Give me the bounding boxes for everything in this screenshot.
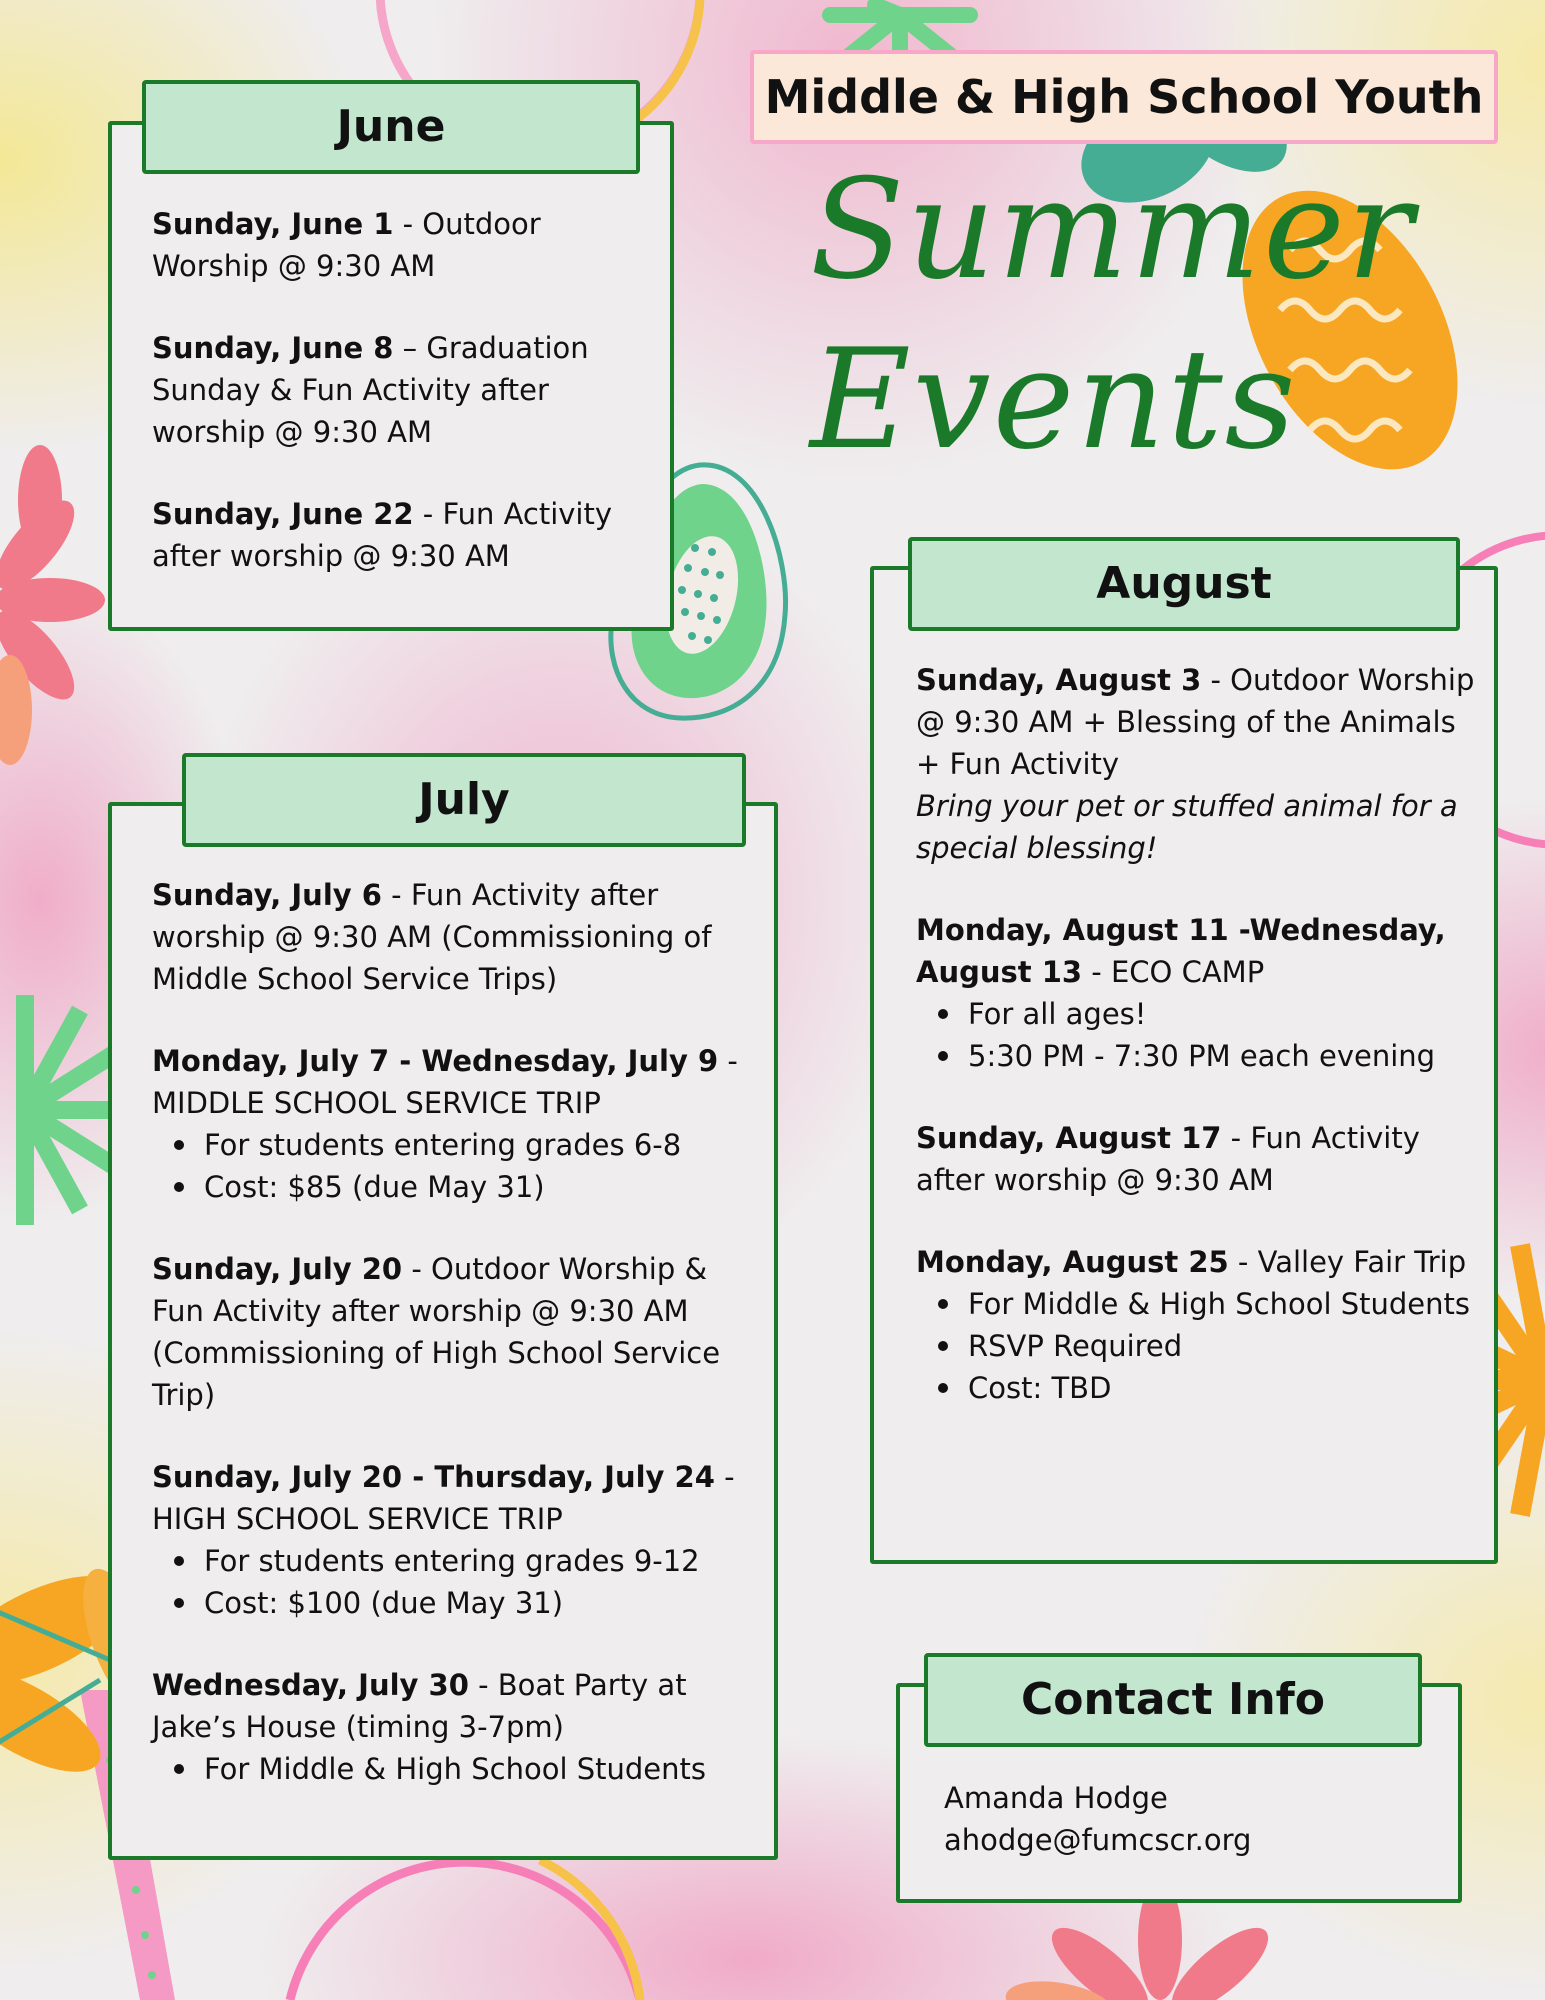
flower-icon bbox=[0, 445, 105, 765]
bullet-item: For Middle & High School Students bbox=[968, 1283, 1476, 1325]
bullet-item: For students entering grades 6-8 bbox=[204, 1124, 752, 1166]
event-item bbox=[916, 1241, 1476, 1409]
event-bullets bbox=[916, 993, 1476, 1077]
event-description: - Fun Activity after worship @ 9:30 AM bbox=[152, 497, 613, 573]
bullet-item: Cost: $85 (due May 31) bbox=[204, 1166, 752, 1208]
event-date: Sunday, July 20 bbox=[152, 1252, 403, 1286]
event-description: - ECO CAMP bbox=[1082, 955, 1265, 989]
event-description: - Fun Activity after worship @ 9:30 AM (Commissioning of Middle School Service Trips) bbox=[152, 878, 712, 996]
event-date: Sunday, August 17 bbox=[916, 1121, 1222, 1155]
event-item bbox=[152, 203, 652, 287]
bullet-item: For students entering grades 9-12 bbox=[204, 1540, 752, 1582]
june-events bbox=[152, 203, 652, 617]
bullet-item: For Middle & High School Students bbox=[204, 1748, 752, 1790]
event-date: Monday, August 11 -Wednesday, August 13 bbox=[916, 913, 1446, 989]
event-description: - Valley Fair Trip bbox=[1228, 1245, 1467, 1279]
event-date: Monday, August 25 bbox=[916, 1245, 1229, 1279]
bullet-item: 5:30 PM - 7:30 PM each evening bbox=[968, 1035, 1476, 1077]
event-description: - Outdoor Worship @ 9:30 AM + Blessing of the Animals + Fun Activity bbox=[916, 663, 1475, 781]
event-date: Sunday, June 1 bbox=[152, 207, 394, 241]
event-item bbox=[916, 1117, 1476, 1201]
event-bullets bbox=[916, 1283, 1476, 1409]
script-title-summer: Summer bbox=[810, 149, 1415, 310]
bullet-item: RSVP Required bbox=[968, 1325, 1476, 1367]
event-description: - Fun Activity after worship @ 9:30 AM bbox=[916, 1121, 1420, 1197]
event-bullets bbox=[152, 1748, 752, 1790]
bullet-item: For all ages! bbox=[968, 993, 1476, 1035]
event-item bbox=[916, 909, 1476, 1077]
august-heading: August bbox=[908, 537, 1460, 631]
event-item bbox=[152, 493, 652, 577]
event-note: Bring your pet or stuffed animal for a special blessing! bbox=[916, 789, 1458, 865]
contact-details bbox=[944, 1777, 1424, 1861]
event-item bbox=[152, 1664, 752, 1790]
event-item bbox=[152, 1456, 752, 1624]
event-description: - MIDDLE SCHOOL SERVICE TRIP bbox=[152, 1044, 738, 1120]
event-item bbox=[916, 659, 1476, 869]
event-date: Sunday, June 8 bbox=[152, 331, 394, 365]
script-title-events: Events bbox=[810, 319, 1298, 480]
ring-icon bbox=[290, 1860, 640, 2000]
bullet-item: Cost: $100 (due May 31) bbox=[204, 1582, 752, 1624]
title-pill: Middle & High School Youth bbox=[750, 50, 1498, 144]
event-description: - HIGH SCHOOL SERVICE TRIP bbox=[152, 1460, 735, 1536]
july-events bbox=[152, 874, 752, 1830]
event-date: Sunday, July 6 bbox=[152, 878, 382, 912]
june-heading: June bbox=[142, 80, 640, 174]
event-date: Monday, July 7 - Wednesday, July 9 bbox=[152, 1044, 719, 1078]
contact-email[interactable]: ahodge@fumcscr.org bbox=[944, 1823, 1252, 1857]
event-bullets bbox=[152, 1540, 752, 1624]
event-item bbox=[152, 327, 652, 453]
event-item bbox=[152, 1040, 752, 1208]
event-description: - Boat Party at Jake’s House (timing 3-7pm) bbox=[152, 1668, 687, 1744]
contact-name: Amanda Hodge bbox=[944, 1781, 1168, 1815]
august-events bbox=[916, 659, 1476, 1449]
event-bullets bbox=[152, 1124, 752, 1208]
event-item bbox=[152, 874, 752, 1000]
event-date: Wednesday, July 30 bbox=[152, 1668, 469, 1702]
bullet-item: Cost: TBD bbox=[968, 1367, 1476, 1409]
event-description: – Graduation Sunday & Fun Activity after worship @ 9:30 AM bbox=[152, 331, 589, 449]
contact-heading: Contact Info bbox=[924, 1653, 1422, 1747]
event-item bbox=[152, 1248, 752, 1416]
event-description: - Outdoor Worship & Fun Activity after worship @ 9:30 AM (Commissioning of High School Service Trip) bbox=[152, 1252, 721, 1412]
event-date: Sunday, July 20 - Thursday, July 24 bbox=[152, 1460, 715, 1494]
event-date: Sunday, August 3 bbox=[916, 663, 1202, 697]
event-description: - Outdoor Worship @ 9:30 AM bbox=[152, 207, 541, 283]
event-date: Sunday, June 22 bbox=[152, 497, 414, 531]
july-heading: July bbox=[182, 753, 746, 847]
